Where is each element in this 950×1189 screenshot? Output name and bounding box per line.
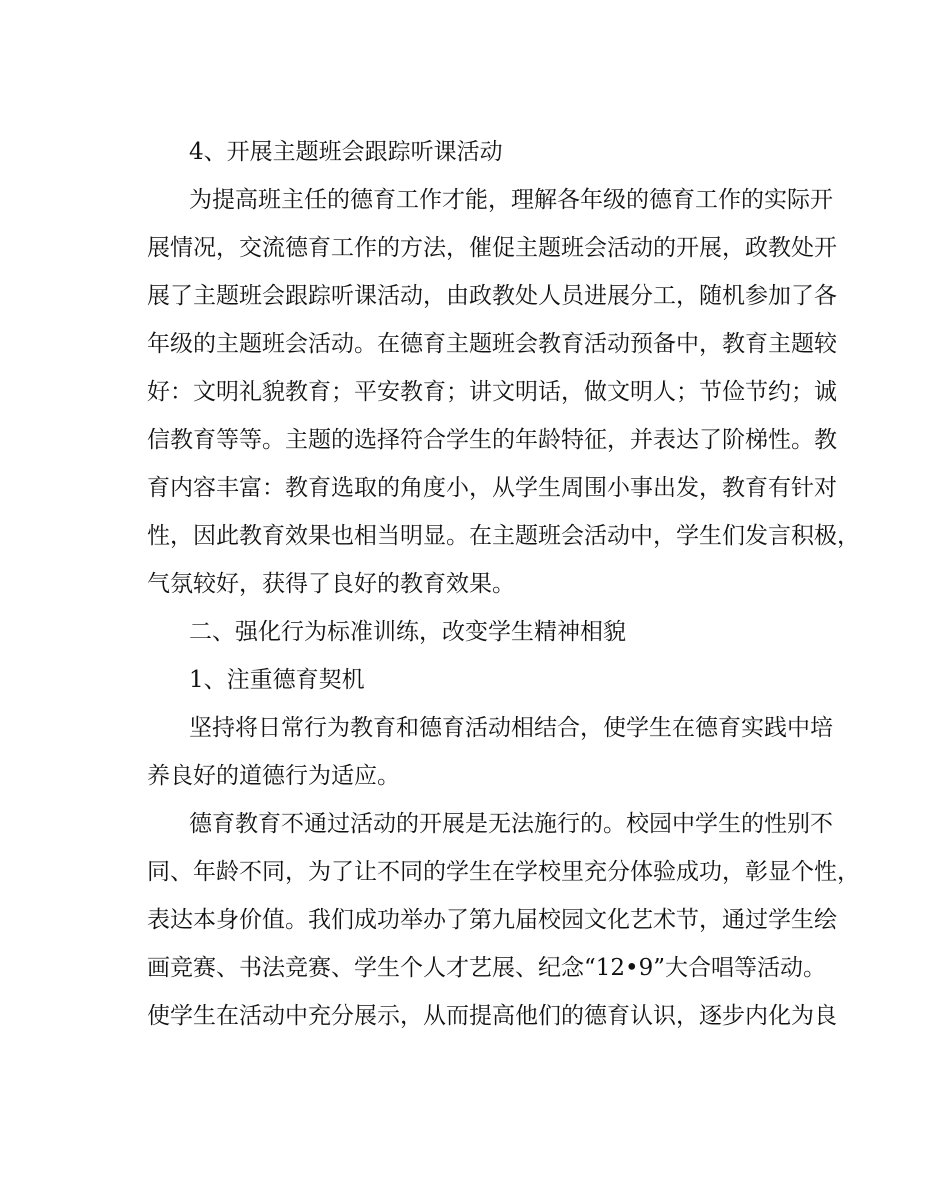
paragraph-line: 画竞赛、书法竞赛、学生个人才艺展、纪念“12•9”大合唱等活动。 (147, 955, 826, 981)
paragraph-line: 展情况，交流德育工作的方法，催促主题班会活动的开展，政教处开 (147, 235, 837, 261)
paragraph-line: 信教育等等。主题的选择符合学生的年龄特征，并表达了阶梯性。教 (147, 427, 837, 453)
subheading-moral-education-opportunity: 1、注重德育契机 (189, 667, 365, 693)
paragraph-line: 性，因此教育效果也相当明显。在主题班会活动中，学生们发言积极， (147, 523, 860, 549)
paragraph-line: 为提高班主任的德育工作才能，理解各年级的德育工作的实际开 (189, 187, 833, 213)
paragraph-line: 使学生在活动中充分展示，从而提高他们的德育认识，逐步内化为良 (147, 1003, 837, 1029)
paragraph-line: 好：文明礼貌教育；平安教育；讲文明话，做文明人；节俭节约；诚 (147, 379, 837, 405)
paragraph-line: 养良好的道德行为适应。 (147, 763, 400, 789)
section-heading-behavior-training: 二、强化行为标准训练，改变学生精神相貌 (189, 619, 626, 645)
paragraph-line: 气氛较好，获得了良好的教育效果。 (147, 571, 515, 597)
paragraph-line: 育内容丰富：教育选取的角度小，从学生周围小事出发，教育有针对 (147, 475, 837, 501)
paragraph-line: 展了主题班会跟踪听课活动，由政教处人员进展分工，随机参加了各 (147, 283, 837, 309)
paragraph-line: 同、年龄不同，为了让不同的学生在学校里充分体验成功，彰显个性， (147, 859, 860, 885)
paragraph-line: 年级的主题班会活动。在德育主题班会教育活动预备中，教育主题较 (147, 331, 837, 357)
paragraph-line: 表达本身价值。我们成功举办了第九届校园文化艺术节，通过学生绘 (147, 907, 837, 933)
subheading-theme-class-meeting: 4、开展主题班会跟踪听课活动 (189, 139, 503, 165)
paragraph-line: 坚持将日常行为教育和德育活动相结合，使学生在德育实践中培 (189, 715, 833, 741)
paragraph-line: 德育教育不通过活动的开展是无法施行的。校园中学生的性别不 (189, 811, 833, 837)
